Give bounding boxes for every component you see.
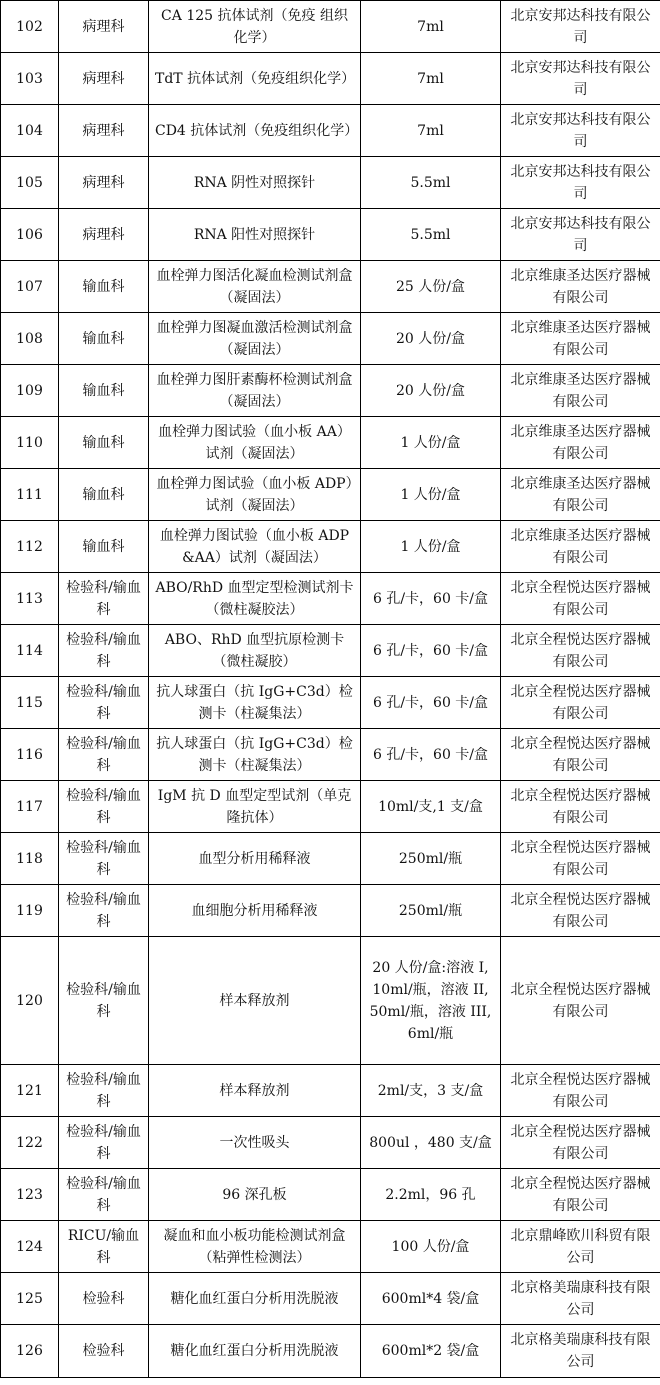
department: 检验科/输血科 bbox=[59, 573, 149, 625]
specification: 2.2ml，96 孔 bbox=[361, 1169, 501, 1221]
department: 病理科 bbox=[59, 157, 149, 209]
specification: 6 孔/卡，60 卡/盒 bbox=[361, 573, 501, 625]
row-number: 105 bbox=[1, 157, 59, 209]
supplier: 北京全程悦达医疗器械有限公司 bbox=[501, 1117, 660, 1169]
specification: 250ml/瓶 bbox=[361, 833, 501, 885]
department: 检验科 bbox=[59, 1273, 149, 1325]
specification: 5.5ml bbox=[361, 209, 501, 261]
table-row bbox=[1, 1273, 660, 1325]
product-name: RNA 阴性对照探针 bbox=[149, 157, 361, 209]
product-name: TdT 抗体试剂（免疫组织化学） bbox=[149, 53, 361, 105]
specification: 7ml bbox=[361, 1, 501, 53]
supplier: 北京全程悦达医疗器械有限公司 bbox=[501, 729, 660, 781]
row-number: 113 bbox=[1, 573, 59, 625]
supplier: 北京安邦达科技有限公司 bbox=[501, 209, 660, 261]
specification: 6 孔/卡，60 卡/盒 bbox=[361, 729, 501, 781]
table-row bbox=[1, 521, 660, 573]
table-row bbox=[1, 469, 660, 521]
row-number: 121 bbox=[1, 1065, 59, 1117]
row-number: 117 bbox=[1, 781, 59, 833]
department: 检验科 bbox=[59, 1325, 149, 1378]
department: 检验科/输血科 bbox=[59, 729, 149, 781]
department: 检验科/输血科 bbox=[59, 1117, 149, 1169]
product-name: 血栓弹力图活化凝血检测试剂盒（凝固法） bbox=[149, 261, 361, 313]
department: 检验科/输血科 bbox=[59, 885, 149, 937]
supplier: 北京维康圣达医疗器械有限公司 bbox=[501, 313, 660, 365]
table-row bbox=[1, 209, 660, 261]
row-number: 116 bbox=[1, 729, 59, 781]
supplier: 北京全程悦达医疗器械有限公司 bbox=[501, 1169, 660, 1221]
supplier: 北京安邦达科技有限公司 bbox=[501, 1, 660, 53]
table-row bbox=[1, 885, 660, 937]
supplier: 北京全程悦达医疗器械有限公司 bbox=[501, 677, 660, 729]
department: RICU/输血科 bbox=[59, 1221, 149, 1273]
product-name: 血细胞分析用稀释液 bbox=[149, 885, 361, 937]
product-name: IgM 抗 D 血型定型试剂（单克隆抗体） bbox=[149, 781, 361, 833]
specification: 7ml bbox=[361, 53, 501, 105]
department: 检验科/输血科 bbox=[59, 1169, 149, 1221]
department: 检验科/输血科 bbox=[59, 677, 149, 729]
table-row bbox=[1, 365, 660, 417]
product-name: 96 深孔板 bbox=[149, 1169, 361, 1221]
product-name: 凝血和血小板功能检测试剂盒（粘弹性检测法） bbox=[149, 1221, 361, 1273]
row-number: 108 bbox=[1, 313, 59, 365]
product-name: ABO、RhD 血型抗原检测卡（微柱凝胶） bbox=[149, 625, 361, 677]
product-name: RNA 阳性对照探针 bbox=[149, 209, 361, 261]
supplier: 北京维康圣达医疗器械有限公司 bbox=[501, 365, 660, 417]
table-row bbox=[1, 937, 660, 1065]
supplier: 北京维康圣达医疗器械有限公司 bbox=[501, 261, 660, 313]
product-name: 血栓弹力图凝血激活检测试剂盒（凝固法） bbox=[149, 313, 361, 365]
table-row bbox=[1, 417, 660, 469]
department: 输血科 bbox=[59, 313, 149, 365]
row-number: 110 bbox=[1, 417, 59, 469]
supplier: 北京安邦达科技有限公司 bbox=[501, 53, 660, 105]
table-row bbox=[1, 1169, 660, 1221]
table-row bbox=[1, 1065, 660, 1117]
row-number: 125 bbox=[1, 1273, 59, 1325]
supplier: 北京全程悦达医疗器械有限公司 bbox=[501, 573, 660, 625]
supplier: 北京安邦达科技有限公司 bbox=[501, 157, 660, 209]
product-name: ABO/RhD 血型定型检测试剂卡（微柱凝胶法） bbox=[149, 573, 361, 625]
department: 检验科/输血科 bbox=[59, 937, 149, 1065]
table-row bbox=[1, 625, 660, 677]
row-number: 103 bbox=[1, 53, 59, 105]
supplier: 北京维康圣达医疗器械有限公司 bbox=[501, 469, 660, 521]
row-number: 115 bbox=[1, 677, 59, 729]
specification: 600ml*4 袋/盒 bbox=[361, 1273, 501, 1325]
row-number: 114 bbox=[1, 625, 59, 677]
row-number: 104 bbox=[1, 105, 59, 157]
supplier: 北京全程悦达医疗器械有限公司 bbox=[501, 937, 660, 1065]
table-row bbox=[1, 1221, 660, 1273]
row-number: 112 bbox=[1, 521, 59, 573]
row-number: 119 bbox=[1, 885, 59, 937]
table-row bbox=[1, 677, 660, 729]
supplier: 北京全程悦达医疗器械有限公司 bbox=[501, 625, 660, 677]
department: 输血科 bbox=[59, 417, 149, 469]
product-name: 样本释放剂 bbox=[149, 1065, 361, 1117]
table-row bbox=[1, 1117, 660, 1169]
department: 检验科/输血科 bbox=[59, 1065, 149, 1117]
product-name: 一次性吸头 bbox=[149, 1117, 361, 1169]
table-row bbox=[1, 781, 660, 833]
specification: 7ml bbox=[361, 105, 501, 157]
specification: 250ml/瓶 bbox=[361, 885, 501, 937]
department: 病理科 bbox=[59, 1, 149, 53]
specification: 20 人份/盒 bbox=[361, 313, 501, 365]
supplier: 北京维康圣达医疗器械有限公司 bbox=[501, 417, 660, 469]
table-row bbox=[1, 729, 660, 781]
table-row bbox=[1, 1325, 660, 1378]
department: 输血科 bbox=[59, 521, 149, 573]
product-name: 糖化血红蛋白分析用洗脱液 bbox=[149, 1325, 361, 1378]
table-row bbox=[1, 261, 660, 313]
supplier: 北京全程悦达医疗器械有限公司 bbox=[501, 885, 660, 937]
row-number: 124 bbox=[1, 1221, 59, 1273]
product-name: 糖化血红蛋白分析用洗脱液 bbox=[149, 1273, 361, 1325]
product-name: 样本释放剂 bbox=[149, 937, 361, 1065]
supplier: 北京维康圣达医疗器械有限公司 bbox=[501, 521, 660, 573]
specification: 20 人份/盒 bbox=[361, 365, 501, 417]
table-row bbox=[1, 53, 660, 105]
table-row bbox=[1, 105, 660, 157]
product-name: CA 125 抗体试剂（免疫 组织化学） bbox=[149, 1, 361, 53]
supplier: 北京全程悦达医疗器械有限公司 bbox=[501, 1065, 660, 1117]
supplier: 北京安邦达科技有限公司 bbox=[501, 105, 660, 157]
specification: 800ul ，480 支/盒 bbox=[361, 1117, 501, 1169]
row-number: 102 bbox=[1, 1, 59, 53]
row-number: 120 bbox=[1, 937, 59, 1065]
table-row bbox=[1, 157, 660, 209]
table-row bbox=[1, 573, 660, 625]
specification: 10ml/支,1 支/盒 bbox=[361, 781, 501, 833]
table-body bbox=[1, 1, 660, 1378]
product-name: 血栓弹力图试验（血小板 AA）试剂（凝固法） bbox=[149, 417, 361, 469]
specification: 600ml*2 袋/盒 bbox=[361, 1325, 501, 1378]
row-number: 126 bbox=[1, 1325, 59, 1378]
row-number: 122 bbox=[1, 1117, 59, 1169]
row-number: 118 bbox=[1, 833, 59, 885]
department: 病理科 bbox=[59, 209, 149, 261]
product-name: 血栓弹力图试验（血小板 ADP）试剂（凝固法） bbox=[149, 469, 361, 521]
department: 病理科 bbox=[59, 105, 149, 157]
row-number: 109 bbox=[1, 365, 59, 417]
table-row bbox=[1, 833, 660, 885]
specification: 1 人份/盒 bbox=[361, 469, 501, 521]
specification: 1 人份/盒 bbox=[361, 521, 501, 573]
supplier: 北京鼎峰欧川科贸有限公司 bbox=[501, 1221, 660, 1273]
supplier: 北京格美瑞康科技有限公司 bbox=[501, 1273, 660, 1325]
row-number: 123 bbox=[1, 1169, 59, 1221]
product-name: 抗人球蛋白（抗 IgG+C3d）检测卡（柱凝集法） bbox=[149, 729, 361, 781]
specification: 5.5ml bbox=[361, 157, 501, 209]
department: 输血科 bbox=[59, 365, 149, 417]
department: 检验科/输血科 bbox=[59, 833, 149, 885]
row-number: 107 bbox=[1, 261, 59, 313]
product-name: CD4 抗体试剂（免疫组织化学） bbox=[149, 105, 361, 157]
table-row bbox=[1, 313, 660, 365]
department: 检验科/输血科 bbox=[59, 781, 149, 833]
department: 检验科/输血科 bbox=[59, 625, 149, 677]
product-name: 抗人球蛋白（抗 IgG+C3d）检测卡（柱凝集法） bbox=[149, 677, 361, 729]
product-name: 血型分析用稀释液 bbox=[149, 833, 361, 885]
specification: 100 人份/盒 bbox=[361, 1221, 501, 1273]
department: 输血科 bbox=[59, 469, 149, 521]
product-name: 血栓弹力图肝素酶杯检测试剂盒（凝固法） bbox=[149, 365, 361, 417]
row-number: 106 bbox=[1, 209, 59, 261]
department: 输血科 bbox=[59, 261, 149, 313]
supplier: 北京全程悦达医疗器械有限公司 bbox=[501, 833, 660, 885]
specification: 6 孔/卡，60 卡/盒 bbox=[361, 677, 501, 729]
row-number: 111 bbox=[1, 469, 59, 521]
specification: 6 孔/卡，60 卡/盒 bbox=[361, 625, 501, 677]
department: 病理科 bbox=[59, 53, 149, 105]
specification: 20 人份/盒:溶液 I, 10ml/瓶，溶液 II, 50ml/瓶，溶液 III, 6ml/瓶 bbox=[361, 937, 501, 1065]
specification: 2ml/支，3 支/盒 bbox=[361, 1065, 501, 1117]
supplier: 北京全程悦达医疗器械有限公司 bbox=[501, 781, 660, 833]
table-row bbox=[1, 1, 660, 53]
specification: 25 人份/盒 bbox=[361, 261, 501, 313]
product-name: 血栓弹力图试验（血小板 ADP&AA）试剂（凝固法） bbox=[149, 521, 361, 573]
supplier: 北京格美瑞康科技有限公司 bbox=[501, 1325, 660, 1378]
specification: 1 人份/盒 bbox=[361, 417, 501, 469]
